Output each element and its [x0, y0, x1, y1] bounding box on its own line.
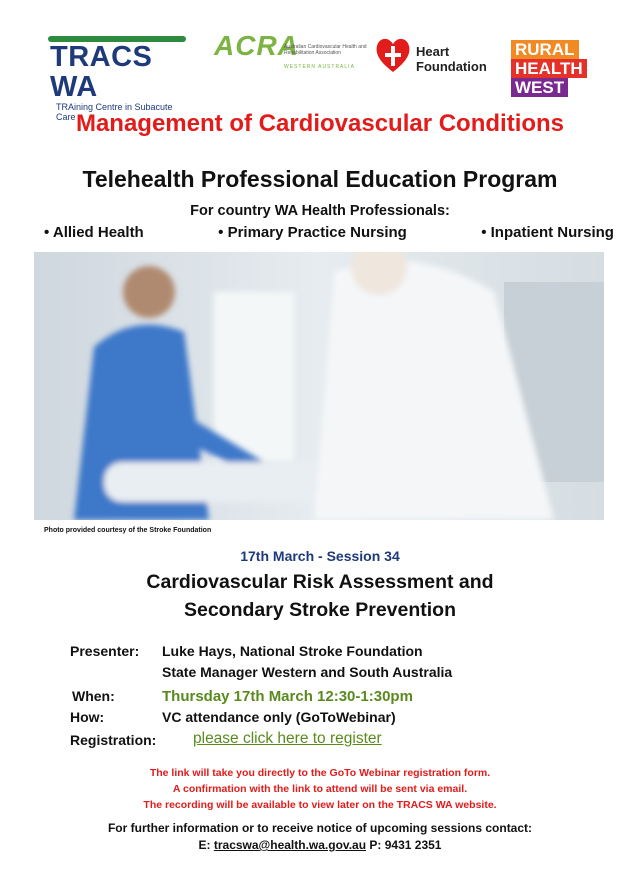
acra-text: Australian Cardiovascular Health and Rehabilitation Association — [284, 44, 367, 56]
acra-sub: WESTERN AUSTRALIA — [284, 64, 355, 70]
email-link[interactable]: tracswa@health.wa.gov.au — [213, 838, 367, 852]
audience-bullets — [44, 224, 614, 241]
heart-line1: Heart — [416, 44, 450, 59]
contact-line: For further information or to receive notice of upcoming sessions contact: — [107, 821, 533, 835]
registration-link[interactable]: please click here to register — [193, 730, 382, 747]
note-line: A confirmation with the link to attend will be sent via email. — [172, 783, 468, 795]
how-value: VC attendance only (GoToWebinar) — [162, 709, 396, 725]
rural-health-west-logo — [511, 40, 603, 100]
acra-logo — [214, 30, 370, 78]
rhw-line2: HEALTH — [511, 59, 587, 78]
heart-icon — [374, 34, 412, 74]
program-title: Telehealth Professional Education Program — [82, 166, 558, 192]
talk-title-line2: Secondary Stroke Prevention — [183, 599, 456, 621]
contact-details — [0, 838, 640, 852]
bullet-item: • Inpatient Nursing — [481, 224, 614, 241]
acra-mark: ACRA — [214, 30, 299, 61]
when-label: When: — [72, 688, 115, 704]
session-heading: 17th March - Session 34 — [240, 548, 400, 564]
how-label: How: — [70, 709, 105, 725]
audience-line: For country WA Health Professionals: — [190, 203, 450, 219]
rhw-line1: RURAL — [511, 40, 579, 59]
presenter-name: Luke Hays, National Stroke Foundation — [162, 643, 423, 659]
heart-foundation-logo — [374, 28, 504, 80]
when-value: Thursday 17th March 12:30-1:30pm — [162, 688, 413, 705]
heart-line2: Foundation — [416, 59, 487, 74]
hospital-photo — [34, 252, 604, 520]
presenter-role: State Manager Western and South Australia — [162, 664, 453, 680]
heart-foundation-text — [416, 44, 487, 74]
presenter-label: Presenter: — [70, 643, 140, 659]
talk-title-line1: Cardiovascular Risk Assessment and — [146, 571, 494, 593]
bullet-item: • Primary Practice Nursing — [218, 224, 407, 241]
bullet-item: • Allied Health — [44, 224, 144, 241]
tracs-title: TRACS WA — [50, 41, 153, 103]
page-title: Management of Cardiovascular Conditions — [75, 110, 565, 137]
note-line: The link will take you directly to the GoTo Webinar registration form. — [149, 767, 491, 779]
tracs-subtitle: TRAining Centre in Subacute Care — [56, 102, 173, 122]
email-prefix: E: — [198, 838, 211, 852]
rhw-line3: WEST — [511, 78, 568, 97]
phone-number: P: 9431 2351 — [369, 838, 442, 852]
photo-credit: Photo provided courtesy of the Stroke Foundation — [44, 527, 212, 534]
note-line: The recording will be available to view later on the TRACS WA website. — [143, 799, 497, 811]
registration-label: Registration: — [70, 732, 157, 748]
